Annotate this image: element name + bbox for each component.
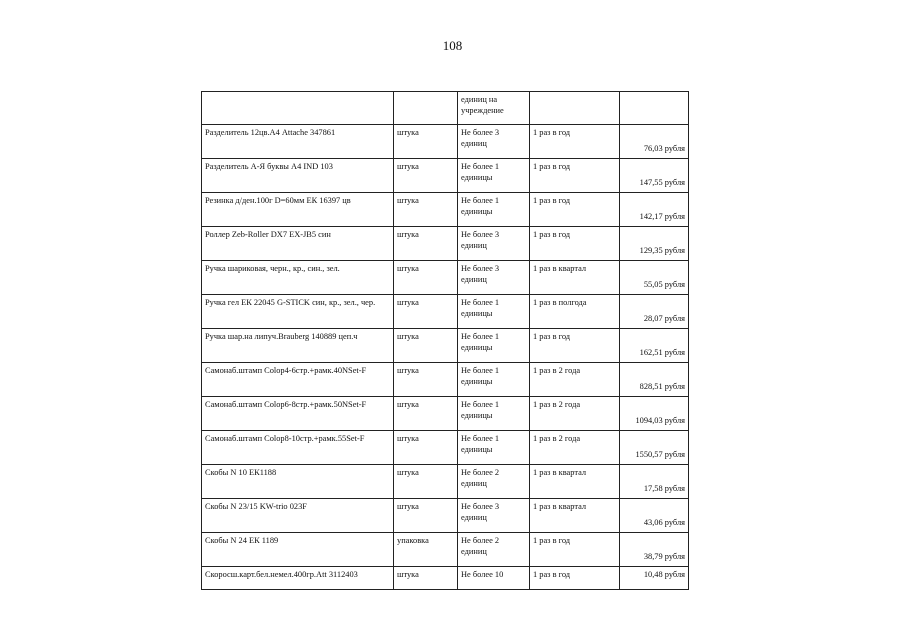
cell-name: Роллер Zeb-Roller DX7 EX-JB5 син bbox=[202, 227, 394, 261]
cell-price: 142,17 рубля bbox=[620, 193, 689, 227]
cell-price: 147,55 рубля bbox=[620, 159, 689, 193]
cell-name: Скобы N 24 ЕК 1189 bbox=[202, 533, 394, 567]
cell-freq bbox=[530, 92, 620, 125]
cell-unit: упаковка bbox=[394, 533, 458, 567]
page-number: 108 bbox=[442, 38, 463, 53]
cell-price: 55,05 рубля bbox=[620, 261, 689, 295]
cell-price: 162,51 рубля bbox=[620, 329, 689, 363]
cell-unit: штука bbox=[394, 329, 458, 363]
cell-freq: 1 раз в год bbox=[530, 533, 620, 567]
cell-freq: 1 раз в год bbox=[530, 193, 620, 227]
cell-price: 43,06 рубля bbox=[620, 499, 689, 533]
table-row bbox=[202, 159, 689, 193]
cell-qty: Не более 3 единиц bbox=[458, 227, 530, 261]
cell-name: Скоросш.карт.бел.немел.400гр.Att 3112403 bbox=[202, 567, 394, 590]
cell-qty: Не более 3 единиц bbox=[458, 261, 530, 295]
cell-freq: 1 раз в год bbox=[530, 329, 620, 363]
cell-freq: 1 раз в год bbox=[530, 125, 620, 159]
cell-unit: штука bbox=[394, 397, 458, 431]
cell-qty: Не более 1 единицы bbox=[458, 363, 530, 397]
table-row bbox=[202, 397, 689, 431]
cell-qty: Не более 1 единицы bbox=[458, 295, 530, 329]
cell-name: Самонаб.штамп Colop8-10стр.+рамк.55Set-F bbox=[202, 431, 394, 465]
cell-name bbox=[202, 92, 394, 125]
cell-qty: Не более 3 единиц bbox=[458, 125, 530, 159]
cell-qty: Не более 1 единицы bbox=[458, 159, 530, 193]
table-row bbox=[202, 567, 689, 590]
table-row bbox=[202, 533, 689, 567]
cell-qty: единиц на учреждение bbox=[458, 92, 530, 125]
cell-unit: штука bbox=[394, 499, 458, 533]
cell-name: Ручка шариковая, черн., кр., син., зел. bbox=[202, 261, 394, 295]
cell-qty: Не более 1 единицы bbox=[458, 193, 530, 227]
cell-unit: штука bbox=[394, 363, 458, 397]
cell-freq: 1 раз в квартал bbox=[530, 465, 620, 499]
table-row-header-continuation bbox=[202, 92, 689, 125]
cell-freq: 1 раз в квартал bbox=[530, 499, 620, 533]
cell-name: Самонаб.штамп Colop4-6стр.+рамк.40NSet-F bbox=[202, 363, 394, 397]
table-row bbox=[202, 227, 689, 261]
cell-price: 828,51 рубля bbox=[620, 363, 689, 397]
cell-unit: штука bbox=[394, 193, 458, 227]
cell-price: 38,79 рубля bbox=[620, 533, 689, 567]
cell-price: 1094,03 рубля bbox=[620, 397, 689, 431]
table-row bbox=[202, 431, 689, 465]
table-row bbox=[202, 465, 689, 499]
supplies-table bbox=[201, 91, 689, 590]
table-row bbox=[202, 193, 689, 227]
cell-unit bbox=[394, 92, 458, 125]
cell-qty: Не более 10 bbox=[458, 567, 530, 590]
cell-unit: штука bbox=[394, 261, 458, 295]
cell-unit: штука bbox=[394, 567, 458, 590]
cell-freq: 1 раз в квартал bbox=[530, 261, 620, 295]
cell-qty: Не более 2 единиц bbox=[458, 533, 530, 567]
cell-unit: штука bbox=[394, 159, 458, 193]
cell-qty: Не более 1 единицы bbox=[458, 431, 530, 465]
cell-name: Самонаб.штамп Colop6-8стр.+рамк.50NSet-F bbox=[202, 397, 394, 431]
cell-name: Ручка шар.на липуч.Brauberg 140889 цеп.ч bbox=[202, 329, 394, 363]
cell-name: Скобы N 10 ЕК1188 bbox=[202, 465, 394, 499]
cell-unit: штука bbox=[394, 431, 458, 465]
table-row bbox=[202, 125, 689, 159]
cell-price bbox=[620, 92, 689, 125]
cell-qty: Не более 3 единиц bbox=[458, 499, 530, 533]
cell-freq: 1 раз в 2 года bbox=[530, 431, 620, 465]
cell-qty: Не более 2 единиц bbox=[458, 465, 530, 499]
cell-freq: 1 раз в год bbox=[530, 567, 620, 590]
table-row bbox=[202, 295, 689, 329]
cell-unit: штука bbox=[394, 227, 458, 261]
cell-price: 10,48 рубля bbox=[620, 567, 689, 590]
cell-price: 76,03 рубля bbox=[620, 125, 689, 159]
cell-price: 28,07 рубля bbox=[620, 295, 689, 329]
table-row bbox=[202, 499, 689, 533]
cell-qty: Не более 1 единицы bbox=[458, 397, 530, 431]
cell-qty: Не более 1 единицы bbox=[458, 329, 530, 363]
cell-name: Ручка гел ЕК 22045 G-STICK син, кр., зел., чер. bbox=[202, 295, 394, 329]
cell-name: Разделитель 12цв.А4 Attache 347861 bbox=[202, 125, 394, 159]
cell-price: 17,58 рубля bbox=[620, 465, 689, 499]
cell-price: 129,35 рубля bbox=[620, 227, 689, 261]
cell-name: Резинка д/ден.100г D=60мм ЕК 16397 цв bbox=[202, 193, 394, 227]
table-row bbox=[202, 329, 689, 363]
cell-freq: 1 раз в год bbox=[530, 159, 620, 193]
table-row bbox=[202, 261, 689, 295]
cell-unit: штука bbox=[394, 465, 458, 499]
cell-name: Скобы N 23/15 KW-trio 023F bbox=[202, 499, 394, 533]
cell-price: 1550,57 рубля bbox=[620, 431, 689, 465]
cell-name: Разделитель А-Я буквы А4 IND 103 bbox=[202, 159, 394, 193]
cell-unit: штука bbox=[394, 125, 458, 159]
cell-freq: 1 раз в год bbox=[530, 227, 620, 261]
cell-unit: штука bbox=[394, 295, 458, 329]
cell-freq: 1 раз в полгода bbox=[530, 295, 620, 329]
table-row bbox=[202, 363, 689, 397]
cell-freq: 1 раз в 2 года bbox=[530, 397, 620, 431]
cell-freq: 1 раз в 2 года bbox=[530, 363, 620, 397]
